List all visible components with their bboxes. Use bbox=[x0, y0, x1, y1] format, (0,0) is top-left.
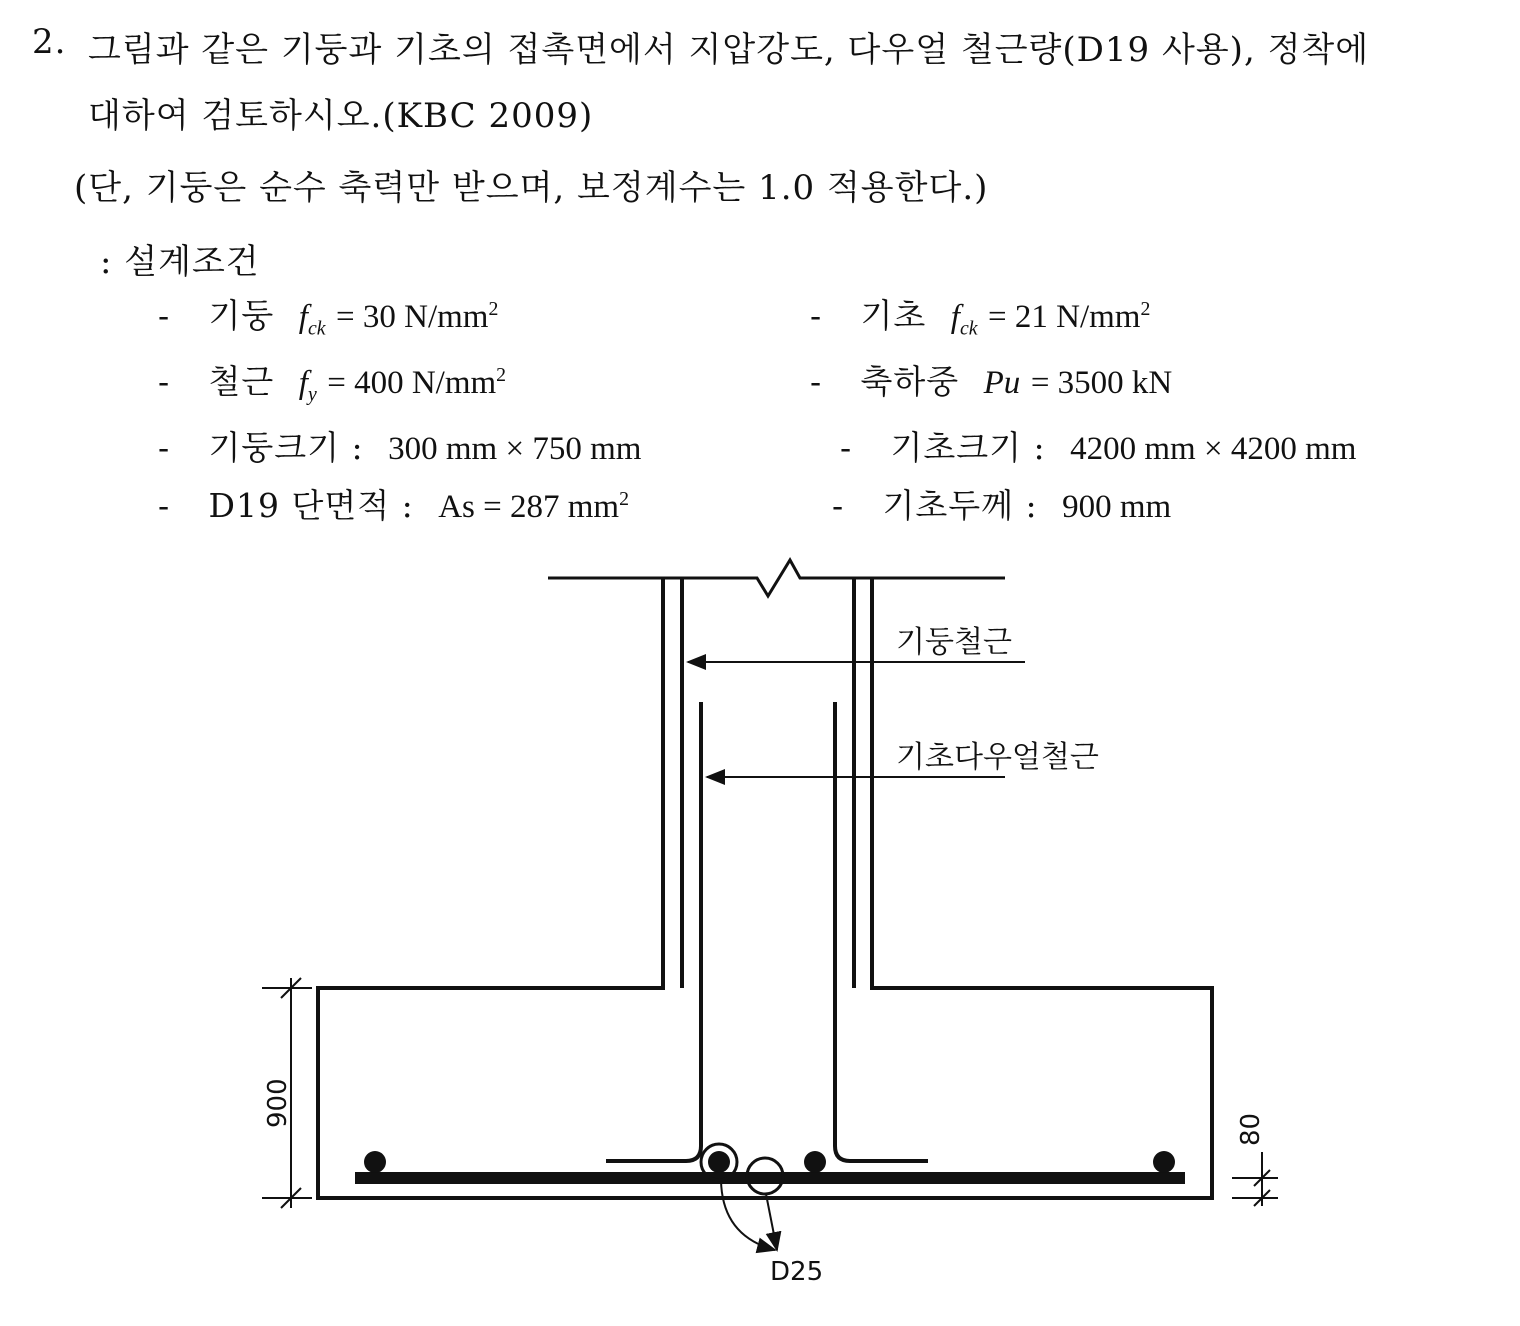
condition-footing-fck: - 기초 $f_{ck} = 21$ $N/mm^2$ bbox=[810, 296, 1151, 340]
d25-leader-left bbox=[721, 1180, 775, 1250]
bottom-rebar-bar bbox=[355, 1172, 1185, 1184]
condition-rebar-fy: - 철근 $f_y = 400$ $N/mm^2$ bbox=[158, 362, 507, 406]
column-break-line bbox=[548, 560, 1005, 596]
dimension-900-label: 900 bbox=[263, 1078, 293, 1128]
condition-footing-thickness: - 기초두께 : 900 mm bbox=[832, 486, 1172, 525]
bottom-rebar-dot bbox=[708, 1151, 730, 1173]
problem-number: 2. bbox=[32, 22, 67, 62]
condition-column-fck: - 기둥 $f_{ck} = 30$ $N/mm^2$ bbox=[158, 296, 499, 340]
condition-d19-area: - D19 단면적 : As = 287 $mm^2$ bbox=[158, 486, 629, 525]
column-rebar-label: 기둥철근 bbox=[896, 625, 1012, 660]
condition-column-size: - 기둥크기 : 300 mm × 750 mm bbox=[158, 428, 642, 467]
bottom-rebar-dot bbox=[364, 1151, 386, 1173]
problem-line-2: 대하여 검토하시오.(KBC 2009) bbox=[88, 96, 594, 136]
bottom-rebar-dot bbox=[1153, 1151, 1175, 1173]
condition-footing-size: - 기초크기 : 4200 mm × 4200 mm bbox=[840, 428, 1357, 467]
dowel-rebar-label: 기초다우얼철근 bbox=[896, 740, 1099, 775]
footing-outline bbox=[318, 578, 1212, 1198]
conditions-heading: : 설계조건 bbox=[100, 242, 260, 282]
d25-leader-right bbox=[766, 1194, 777, 1250]
dimension-80-label: 80 bbox=[1236, 1112, 1266, 1146]
problem-note: (단, 기둥은 순수 축력만 받으며, 보정계수는 1.0 적용한다.) bbox=[74, 168, 989, 208]
condition-axial-load: - 축하중 Pu = 3500 kN bbox=[810, 362, 1173, 401]
bottom-rebar-dot bbox=[804, 1151, 826, 1173]
problem-line-1: 그림과 같은 기둥과 기초의 접촉면에서 지압강도, 다우얼 철근량(D19 사용), 정착에 bbox=[88, 30, 1370, 70]
dowel-rebar-left bbox=[606, 702, 701, 1161]
d25-label: D25 bbox=[770, 1257, 824, 1287]
